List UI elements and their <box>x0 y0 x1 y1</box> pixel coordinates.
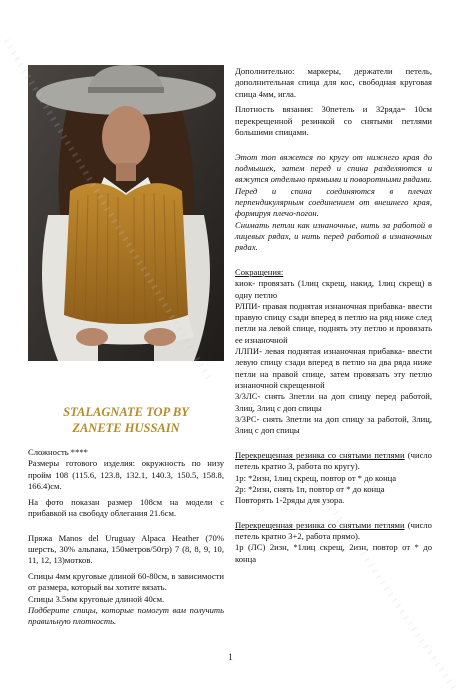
model-photo-illustration <box>28 65 224 361</box>
rib-flat-heading <box>235 520 432 543</box>
yarn-info: Пряжа Manos del Uruguay Alpaca Heather (70% шерсть, 30% альпака, 150метров/50гр) 7 (8, 8, 9, 10, 11, 12, 13)мотков. <box>28 532 224 566</box>
abbr-kiok: киок- провязать (1лиц скрещ, накид, 1лиц скрещ) в одну петлю <box>235 278 432 300</box>
page-number: 1 <box>228 652 233 662</box>
model-photo <box>28 65 224 361</box>
needles-small: Спицы 3.5мм круговые длиной 40см. <box>28 593 165 604</box>
title-line-2: ZANETE HUSSAIN <box>72 421 180 435</box>
rib-round-note: (число петель кратно 3, работа по кругу). <box>235 449 432 472</box>
rib-round-row-2: 2р: *2изн, снять 1п, повтор от * до конца <box>235 483 385 494</box>
notions: Дополнительно: маркеры, держатели петель, дополнительная спица для кос, свободная круговая спица 4мм, игла. <box>235 66 432 99</box>
left-column <box>28 447 224 632</box>
gauge: Плотность вязания: 30петель и 32ряда= 10см перекрещенной резинкой со снятыми петлями большими спицами. <box>235 104 432 137</box>
title-line-1: STALAGNATE TOP BY <box>63 405 189 419</box>
rib-flat-note: (число петель кратно 3+2, работа прямо). <box>235 519 432 542</box>
right-column <box>235 66 432 565</box>
abbr-3-3rs: 3/3РС- снять 3петли на доп спицу за работой, 3лиц, 3лиц с доп спицы <box>235 413 432 436</box>
rib-flat-row-1: 1р (ЛС) 2изн, *1лиц скрещ, 2изн, повтор от * до конца <box>235 542 432 564</box>
difficulty: Сложность **** <box>28 447 88 457</box>
gauge-advice: Подберите спицы, которые помогут вам получить правильную плотность. <box>28 605 224 627</box>
pattern-title <box>28 404 224 436</box>
abbr-rlpi: РЛПИ- правая поднятая изнаночная прибавка- ввести правую спицу сзади вперед в петлю на ряд ниже след петли на левой спице, поднять эту петлю и провязать ее изнаночной <box>235 300 432 345</box>
rib-round-title: Перекрещенная резинка со снятыми петлями <box>235 449 405 460</box>
rib-flat-title: Перекрещенная резинка со снятыми петлями <box>235 519 405 530</box>
rib-round-repeat: Повторять 1-2ряды для узора. <box>235 495 345 506</box>
slip-note: Снимать петли как изнаночные, нить за работой в лицевых рядах, и нить перед работой в изнаночных рядах. <box>235 219 432 253</box>
abbreviations-heading: Сокращения: <box>235 266 284 277</box>
abbr-3-3ls: 3/3ЛС- снять 3петли на доп спицу перед работой, 3лиц, 3лиц с доп спицы <box>235 391 432 413</box>
photo-size-note: На фото показан размер 108см на модели с прибавкой на свободу облегания 21.6см. <box>28 496 224 518</box>
rib-round-row-1: 1р: *2изн, 1лиц скрещ, повтор от * до конца <box>235 472 397 483</box>
rib-round-heading <box>235 450 432 473</box>
needles-main: Спицы 4мм круговые длиной 60-80см, в зависимости от размера, который вы хотите вязать. <box>28 571 224 593</box>
finished-size: Размеры готового изделия: окружность по низу пройм 108 (115.6, 123.8, 132.1, 140.3, 150.5, 158.8, 166.4)см. <box>28 458 224 491</box>
abbr-llpi: ЛЛПИ- левая поднятая изнаночная прибавка- ввести левую спицу сзади вперед в петлю на два ряда ниже петли на правой спице, затем провязать эту петлю изнаночной скрещенной <box>235 346 432 390</box>
construction-note: Этот топ вяжется по кругу от нижнего края до подмышек, затем перед и спина разделяются и вяжутся отдельно прямыми и поворотными рядами. Перед и спина соединяются в плечах перпендикулярным соединением от внешнего края, формируя плечо-погон. <box>235 151 432 219</box>
